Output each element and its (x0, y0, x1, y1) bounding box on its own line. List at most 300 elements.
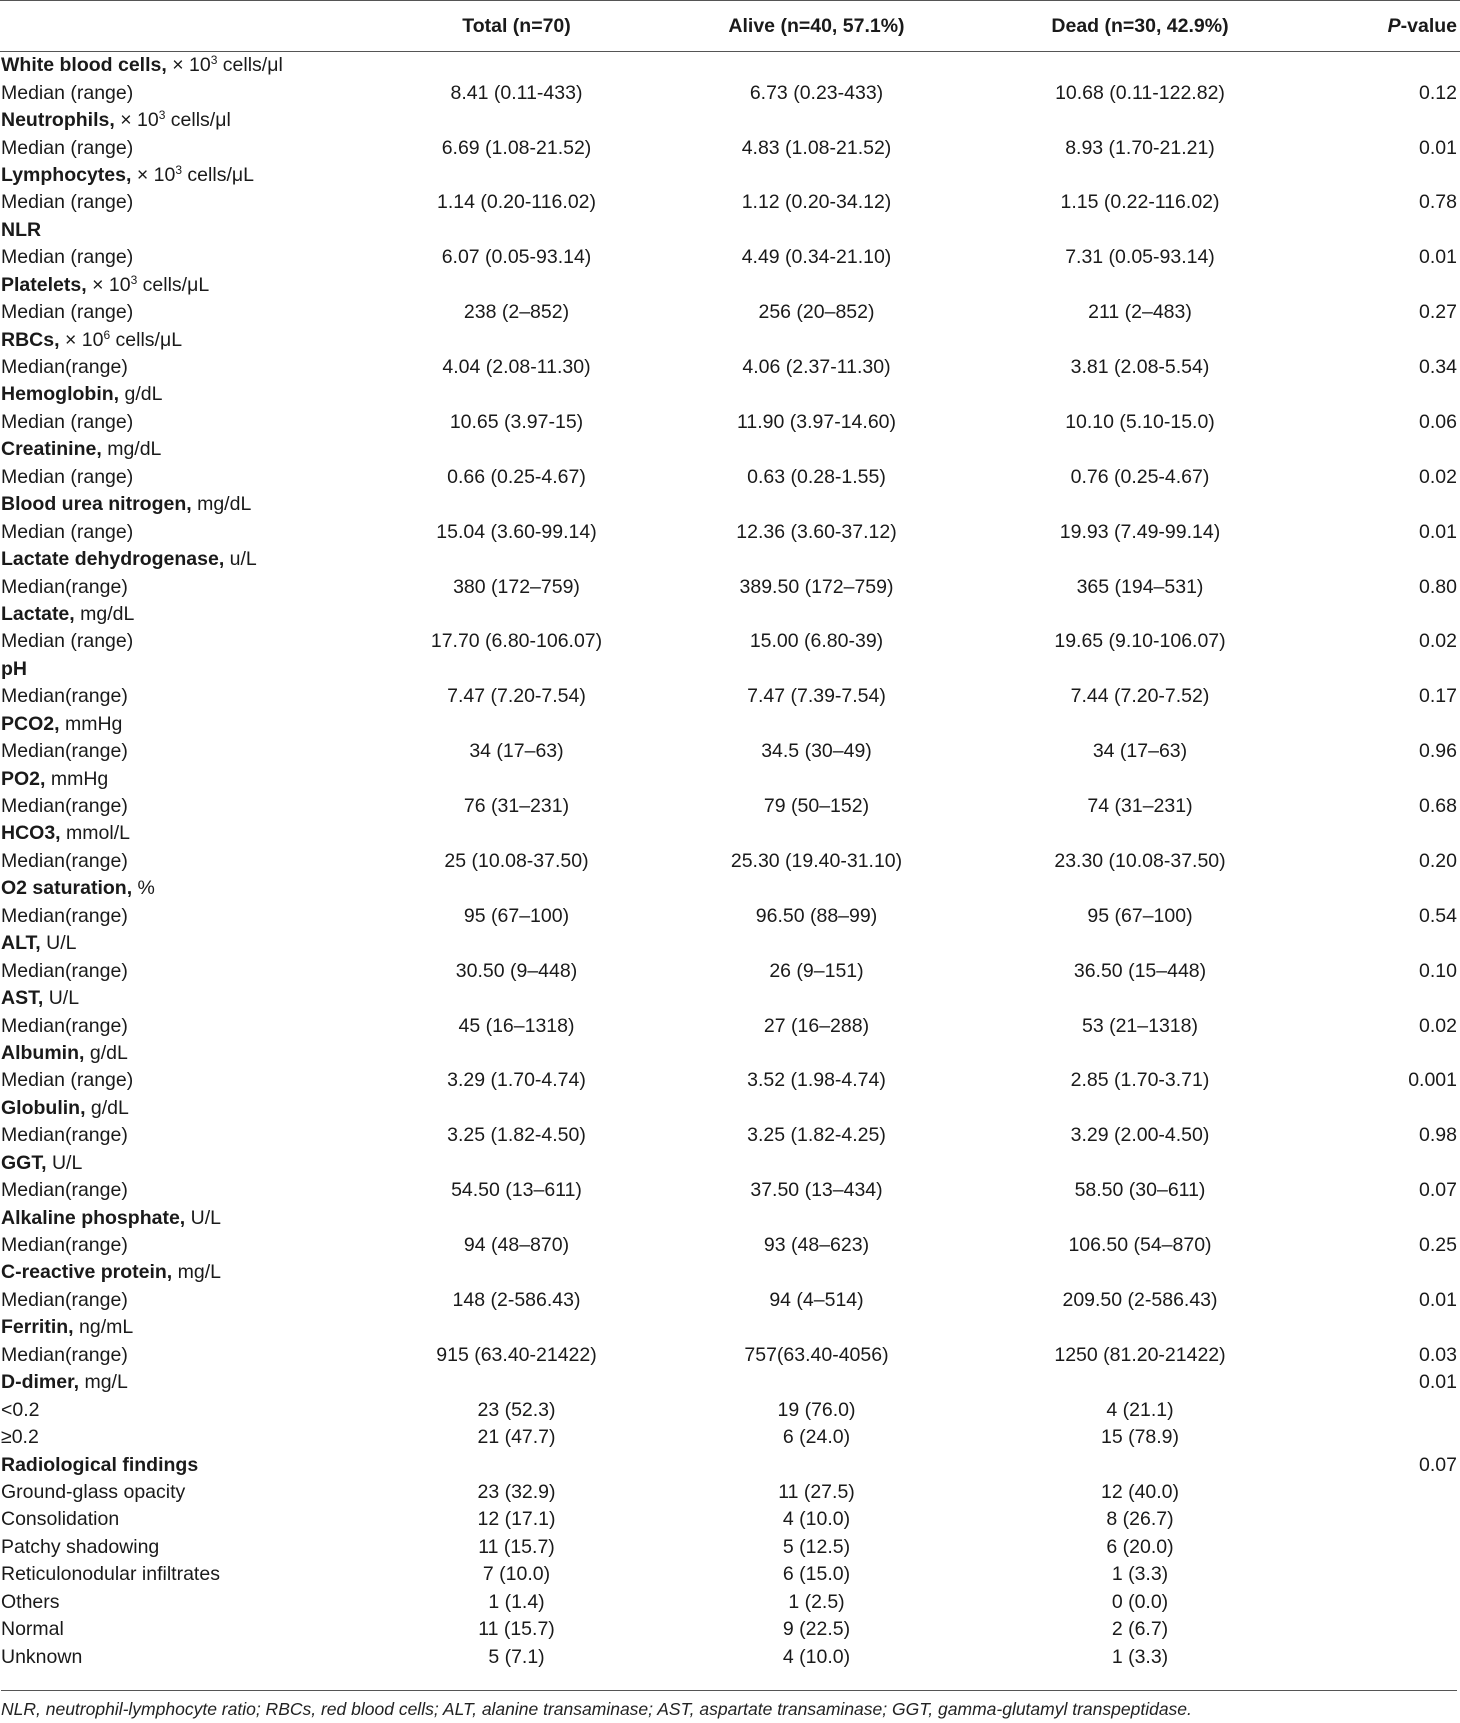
cell-p-value: 0.07 (1419, 1453, 1457, 1476)
cell-p-value (1300, 326, 1460, 353)
cell-dead: 12 (40.0) (1100, 1480, 1180, 1503)
section-title: Platelets, (1, 273, 87, 296)
section-title: Ferritin, (1, 1316, 74, 1339)
cell-total (380, 107, 653, 134)
table-row (0, 518, 1460, 545)
cell-total: 148 (2-586.43) (452, 1288, 581, 1311)
header-dead: Dead (n=30, 42.9%) (980, 1, 1300, 52)
cell-dead (980, 1204, 1300, 1231)
table-section-row (0, 436, 1460, 463)
cell-total: 6.07 (0.05-93.14) (441, 246, 592, 269)
cell-dead: 7.44 (7.20-7.52) (1070, 685, 1210, 708)
cell-p-value (1300, 930, 1460, 957)
cell-alive: 26 (9–151) (769, 959, 864, 982)
row-label: Median(range) (1, 1179, 128, 1202)
table-section-row (0, 107, 1460, 134)
cell-dead (980, 930, 1300, 957)
cell-dead: 6 (20.0) (1106, 1535, 1174, 1558)
cell-dead: 1.15 (0.22-116.02) (1060, 191, 1220, 214)
cell-alive: 93 (48–623) (763, 1234, 870, 1257)
cell-p-value (1300, 1479, 1460, 1506)
cell-alive: 37.50 (13–434) (750, 1179, 883, 1202)
section-title: Alkaline phosphate, (1, 1206, 186, 1229)
section-unit: × 10 (136, 163, 176, 186)
cell-alive (653, 1040, 980, 1067)
row-label: ≥0.2 (1, 1426, 39, 1449)
section-title: O2 saturation, (1, 877, 133, 900)
cell-total (380, 381, 653, 408)
section-unit: × 10 (120, 109, 159, 132)
cell-p-value (1300, 381, 1460, 408)
row-label: Patchy shadowing (1, 1535, 160, 1558)
cell-dead (980, 1150, 1300, 1177)
cell-p-value (1300, 601, 1460, 628)
cell-p-value (1300, 1150, 1460, 1177)
cell-dead: 365 (194–531) (1076, 575, 1204, 598)
section-title: PO2, (1, 767, 46, 790)
row-label: Median(range) (1, 356, 128, 379)
table-row (0, 1479, 1460, 1506)
row-label: Median(range) (1, 575, 128, 598)
cell-alive: 7.47 (7.39-7.54) (747, 685, 886, 708)
row-label: Median (range) (1, 81, 134, 104)
section-label (0, 1204, 380, 1231)
section-title: C-reactive protein, (1, 1261, 173, 1284)
cell-dead: 36.50 (15–448) (1073, 959, 1207, 982)
cell-dead (980, 217, 1300, 244)
section-unit: mg/L (177, 1261, 221, 1284)
table-section-row (0, 162, 1460, 189)
cell-dead: 8.93 (1.70-21.21) (1065, 136, 1215, 159)
row-label: Normal (1, 1618, 64, 1641)
table-row (0, 1616, 1460, 1643)
cell-p-value: 0.01 (1419, 1371, 1457, 1394)
cell-total (380, 875, 653, 902)
section-unit: × 10 (92, 273, 131, 296)
cell-alive: 256 (20–852) (758, 301, 875, 324)
table-row (0, 1177, 1460, 1204)
table-body (0, 52, 1460, 1671)
cell-p-value: 0.25 (1419, 1234, 1457, 1257)
cell-dead: 1 (3.3) (1111, 1645, 1169, 1668)
table-row (0, 409, 1460, 436)
cell-dead: 23.30 (10.08-37.50) (1054, 849, 1226, 872)
cell-total (380, 930, 653, 957)
row-label: Median (range) (1, 520, 134, 543)
cell-p-value: 0.03 (1419, 1343, 1457, 1366)
cell-p-value (1300, 1040, 1460, 1067)
cell-dead (980, 820, 1300, 847)
cell-dead: 53 (21–1318) (1081, 1014, 1198, 1037)
row-label: Median(range) (1, 1343, 128, 1366)
cell-alive: 19 (76.0) (777, 1398, 856, 1421)
table-row (0, 189, 1460, 216)
table-section-row (0, 52, 1460, 80)
header-alive: Alive (n=40, 57.1%) (653, 1, 980, 52)
section-unit: U/L (48, 987, 80, 1010)
section-title: pH (1, 657, 27, 680)
section-label (0, 107, 380, 134)
cell-dead (980, 1369, 1300, 1396)
cell-total: 0.66 (0.25-4.67) (447, 465, 586, 488)
cell-p-value (1300, 1424, 1460, 1451)
cell-alive (653, 656, 980, 683)
cell-dead: 58.50 (30–611) (1074, 1179, 1206, 1202)
section-title: GGT, (1, 1151, 47, 1174)
cell-total: 1.14 (0.20-116.02) (437, 191, 596, 214)
cell-alive: 389.50 (172–759) (739, 575, 894, 598)
header-row (0, 1, 1460, 52)
table-section-row (0, 1204, 1460, 1231)
cell-p-value (1300, 1314, 1460, 1341)
cell-dead (980, 601, 1300, 628)
section-label (0, 491, 380, 518)
cell-p-value: 0.68 (1419, 795, 1457, 818)
table-row (0, 354, 1460, 381)
cell-total: 17.70 (6.80-106.07) (430, 630, 603, 653)
row-label: Median (range) (1, 1069, 134, 1092)
section-label (0, 1259, 380, 1286)
cell-p-value: 0.01 (1419, 520, 1457, 543)
cell-dead (980, 1040, 1300, 1067)
section-unit: mg/dL (80, 602, 135, 625)
cell-dead (980, 656, 1300, 683)
cell-p-value (1300, 52, 1460, 80)
cell-total (380, 1040, 653, 1067)
row-label: Median(range) (1, 1288, 128, 1311)
cell-dead: 19.65 (9.10-106.07) (1054, 630, 1226, 653)
section-label (0, 436, 380, 463)
cell-total (380, 436, 653, 463)
cell-dead (980, 985, 1300, 1012)
row-label: Others (1, 1590, 60, 1613)
table-section-row (0, 711, 1460, 738)
section-title: Neutrophils, (1, 109, 115, 132)
table-section-row (0, 491, 1460, 518)
cell-total: 25 (10.08-37.50) (444, 849, 589, 872)
cell-p-value (1300, 1259, 1460, 1286)
table-section-row (0, 217, 1460, 244)
row-label: Median(range) (1, 795, 128, 818)
table-section-row (0, 1150, 1460, 1177)
cell-alive: 4.83 (1.08-21.52) (741, 136, 892, 159)
table-section-row (0, 1314, 1460, 1341)
section-unit: mg/dL (197, 493, 252, 516)
row-label: Unknown (1, 1645, 83, 1668)
cell-p-value (1300, 820, 1460, 847)
cell-total (380, 820, 653, 847)
cell-alive: 1 (2.5) (788, 1590, 845, 1613)
cell-total (380, 1314, 653, 1341)
cell-alive: 6 (24.0) (782, 1426, 851, 1449)
section-label (0, 1314, 380, 1341)
cell-alive: 9 (22.5) (782, 1618, 851, 1641)
cell-dead: 15 (78.9) (1100, 1426, 1180, 1449)
cell-p-value (1300, 1396, 1460, 1423)
cell-alive (653, 985, 980, 1012)
table-row (0, 1534, 1460, 1561)
table-row (0, 1589, 1460, 1616)
section-title: Globulin, (1, 1096, 86, 1119)
header-p-italic: P (1387, 14, 1401, 37)
section-label (0, 546, 380, 573)
cell-dead: 95 (67–100) (1087, 904, 1193, 927)
table-section-row (0, 381, 1460, 408)
row-label: Median(range) (1, 1234, 128, 1257)
cell-total (380, 711, 653, 738)
cell-total: 380 (172–759) (453, 575, 580, 598)
cell-alive (653, 711, 980, 738)
section-label (0, 326, 380, 353)
cell-total: 11 (15.7) (478, 1535, 555, 1558)
table-section-row (0, 1369, 1460, 1396)
section-title: HCO3, (1, 822, 61, 845)
section-title: White blood cells, (1, 54, 167, 77)
table-row (0, 793, 1460, 820)
cell-p-value: 0.12 (1419, 81, 1457, 104)
cell-alive: 6.73 (0.23-433) (749, 81, 884, 104)
section-title: ALT, (1, 932, 41, 955)
table-row (0, 1012, 1460, 1039)
cell-dead (980, 1259, 1300, 1286)
section-label (0, 217, 380, 244)
cell-total: 95 (67–100) (463, 904, 570, 927)
cell-dead (980, 326, 1300, 353)
cell-alive: 4.49 (0.34-21.10) (741, 246, 892, 269)
table-row (0, 1561, 1460, 1588)
table-row (0, 957, 1460, 984)
cell-alive: 27 (16–288) (763, 1014, 870, 1037)
table-section-row (0, 820, 1460, 847)
table-row (0, 79, 1460, 106)
row-label: Median (range) (1, 246, 134, 269)
cell-alive (653, 381, 980, 408)
table-row (0, 464, 1460, 491)
cell-total: 1 (1.4) (488, 1590, 545, 1613)
table-row (0, 573, 1460, 600)
cell-p-value: 0.96 (1419, 740, 1457, 763)
section-unit: g/dL (124, 383, 163, 406)
cell-dead: 0.76 (0.25-4.67) (1070, 465, 1210, 488)
table-header (0, 1, 1460, 52)
cell-total (380, 272, 653, 299)
row-label: Median(range) (1, 849, 128, 872)
cell-dead: 10.68 (0.11-122.82) (1055, 81, 1225, 104)
cell-alive: 94 (4–514) (769, 1288, 864, 1311)
section-title: Radiological findings (1, 1453, 199, 1476)
section-label (0, 272, 380, 299)
section-unit: × 10 (172, 54, 211, 77)
table-row (0, 1424, 1460, 1451)
section-title: Hemoglobin, (1, 383, 120, 406)
cell-alive: 96.50 (88–99) (755, 904, 878, 927)
table-section-row (0, 601, 1460, 628)
cell-total (380, 765, 653, 792)
cell-p-value (1300, 656, 1460, 683)
section-unit-suffix: cells/μL (110, 328, 183, 351)
table-section-row (0, 272, 1460, 299)
cell-dead: 4 (21.1) (1106, 1398, 1174, 1421)
cell-total (380, 1369, 653, 1396)
cell-alive (653, 162, 980, 189)
table-row (0, 628, 1460, 655)
table-row (0, 134, 1460, 161)
table-row (0, 1122, 1460, 1149)
cell-p-value (1300, 1589, 1460, 1616)
cell-total: 915 (63.40-21422) (436, 1343, 597, 1366)
cell-total: 54.50 (13–611) (451, 1179, 582, 1202)
cell-dead: 8 (26.7) (1106, 1508, 1174, 1531)
cell-total: 23 (52.3) (477, 1398, 556, 1421)
cell-total: 11 (15.7) (478, 1618, 555, 1641)
section-label (0, 765, 380, 792)
table-row (0, 683, 1460, 710)
section-label (0, 1369, 380, 1396)
cell-dead: 3.29 (2.00-4.50) (1070, 1124, 1210, 1147)
section-title: Lactate, (1, 602, 75, 625)
cell-p-value: 0.20 (1419, 849, 1457, 872)
row-label: Median (range) (1, 465, 134, 488)
table-section-row (0, 875, 1460, 902)
cell-total: 10.65 (3.97-15) (449, 410, 584, 433)
cell-total: 3.25 (1.82-4.50) (447, 1124, 586, 1147)
cell-alive (653, 601, 980, 628)
header-p-rest: -value (1400, 14, 1457, 37)
cell-p-value (1300, 1095, 1460, 1122)
cell-total: 30.50 (9–448) (455, 959, 578, 982)
cell-p-value (1300, 1204, 1460, 1231)
cell-total (380, 1259, 653, 1286)
cell-total (380, 985, 653, 1012)
section-label (0, 875, 380, 902)
section-label (0, 711, 380, 738)
table-row (0, 848, 1460, 875)
cell-total (380, 1095, 653, 1122)
table-section-row (0, 1451, 1460, 1478)
cell-p-value (1300, 107, 1460, 134)
cell-p-value: 0.02 (1419, 1014, 1457, 1037)
cell-p-value: 0.01 (1419, 1288, 1457, 1311)
row-label: Median(range) (1, 1014, 128, 1037)
row-label: Median (range) (1, 301, 134, 324)
cell-total (380, 52, 653, 80)
cell-dead: 74 (31–231) (1087, 795, 1193, 818)
cell-dead: 1250 (81.20-21422) (1054, 1343, 1226, 1366)
cell-alive (653, 436, 980, 463)
cell-total (380, 546, 653, 573)
section-unit: mg/dL (107, 438, 162, 461)
cell-total (380, 656, 653, 683)
cell-alive: 4 (10.0) (782, 1508, 851, 1531)
header-variable (0, 1, 380, 52)
cell-total: 94 (48–870) (463, 1234, 570, 1257)
section-unit: g/dL (90, 1096, 129, 1119)
unit-exponent: 3 (210, 53, 218, 68)
cell-p-value (1300, 1561, 1460, 1588)
section-unit: × 10 (64, 328, 104, 351)
section-unit: u/L (229, 548, 257, 571)
section-label (0, 381, 380, 408)
table-row (0, 1287, 1460, 1314)
cell-p-value: 0.01 (1419, 136, 1457, 159)
table-section-row (0, 1259, 1460, 1286)
cell-total (380, 217, 653, 244)
row-label: Median(range) (1, 904, 128, 927)
table-section-row (0, 985, 1460, 1012)
cell-total (380, 326, 653, 353)
table-section-row (0, 1095, 1460, 1122)
section-unit-suffix: cells/μl (165, 109, 231, 132)
row-label: Median (range) (1, 630, 134, 653)
table-section-row (0, 546, 1460, 573)
cell-p-value: 0.001 (1408, 1069, 1457, 1092)
cell-total: 4.04 (2.08-11.30) (442, 356, 591, 379)
cell-total: 7.47 (7.20-7.54) (447, 685, 586, 708)
cell-alive (653, 930, 980, 957)
unit-exponent: 3 (130, 272, 138, 287)
section-label (0, 656, 380, 683)
cell-p-value: 0.10 (1419, 959, 1457, 982)
section-title: D-dimer, (1, 1371, 80, 1394)
cell-total: 8.41 (0.11-433) (450, 81, 583, 104)
cell-alive: 12.36 (3.60-37.12) (736, 520, 897, 543)
row-label: Median(range) (1, 740, 128, 763)
cell-dead: 2 (6.7) (1111, 1618, 1169, 1641)
cell-alive (653, 1259, 980, 1286)
cell-alive: 4.06 (2.37-11.30) (742, 356, 891, 379)
section-label (0, 1040, 380, 1067)
cell-dead: 1 (3.3) (1111, 1563, 1169, 1586)
table-section-row (0, 1040, 1460, 1067)
cell-dead (980, 272, 1300, 299)
cell-p-value (1300, 491, 1460, 518)
cell-total: 21 (47.7) (477, 1426, 556, 1449)
cell-p-value (1300, 1534, 1460, 1561)
section-label (0, 52, 380, 80)
cell-total (380, 1150, 653, 1177)
cell-p-value: 0.34 (1419, 356, 1457, 379)
table-section-row (0, 326, 1460, 353)
section-unit: ng/mL (79, 1316, 134, 1339)
cell-dead (980, 436, 1300, 463)
section-unit: U/L (46, 932, 77, 955)
section-title: NLR (1, 218, 42, 241)
section-unit-suffix: cells/μL (137, 273, 210, 296)
unit-exponent: 6 (103, 327, 111, 342)
cell-p-value (1300, 1643, 1460, 1670)
cell-p-value: 0.17 (1419, 685, 1457, 708)
table-row (0, 1506, 1460, 1533)
cell-alive (653, 765, 980, 792)
cell-p-value: 0.78 (1419, 191, 1457, 214)
cell-p-value: 0.02 (1419, 465, 1457, 488)
cell-total: 238 (2–852) (463, 301, 570, 324)
cell-dead (980, 1314, 1300, 1341)
table-row (0, 1342, 1460, 1369)
cell-dead (980, 1451, 1300, 1478)
cell-p-value (1300, 217, 1460, 244)
cell-alive: 11.90 (3.97-14.60) (737, 410, 896, 433)
cell-alive (653, 326, 980, 353)
cell-alive (653, 546, 980, 573)
cell-dead: 209.50 (2-586.43) (1062, 1288, 1218, 1311)
cell-p-value: 0.02 (1419, 630, 1457, 653)
cell-p-value (1300, 1506, 1460, 1533)
section-label (0, 985, 380, 1012)
cell-dead (980, 711, 1300, 738)
cell-alive: 1.12 (0.20-34.12) (741, 191, 892, 214)
cell-total (380, 1204, 653, 1231)
